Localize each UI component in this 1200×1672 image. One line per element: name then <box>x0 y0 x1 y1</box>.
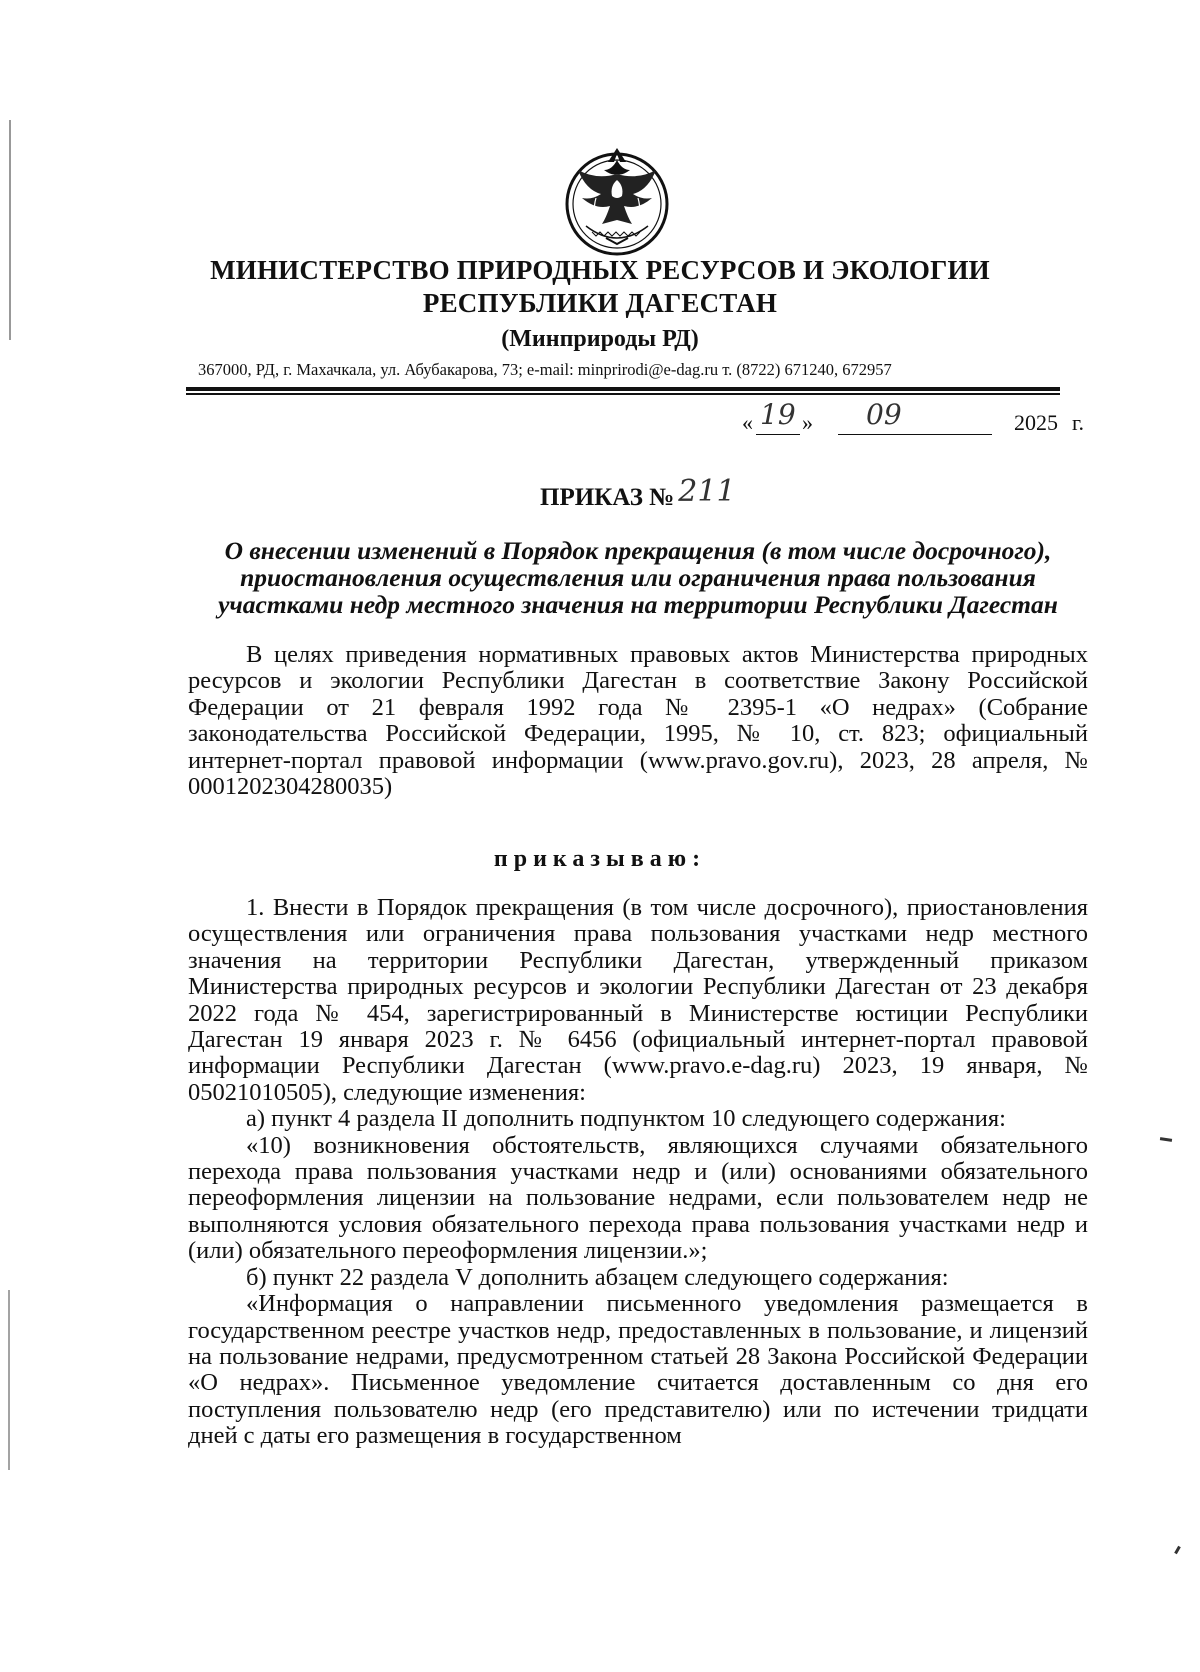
preamble <box>188 642 1088 800</box>
date-year-suffix: г. <box>1072 410 1085 435</box>
date-day-handwritten: 19 <box>760 398 796 431</box>
ministry-name-line2: РЕСПУБЛИКИ ДАГЕСТАН <box>422 288 778 318</box>
subject-line3: участками недр местного значения на территории Республики Дагестан <box>218 590 1058 619</box>
date-year: 2025 <box>1014 410 1058 435</box>
month-underline <box>838 434 992 435</box>
scan-speck <box>1160 1137 1172 1142</box>
header-rule-thick <box>186 387 1060 391</box>
scan-margin-line-lower <box>8 1290 10 1470</box>
ministry-name-line1: МИНИСТЕРСТВО ПРИРОДНЫХ РЕСУРСОВ И ЭКОЛОГИИ <box>210 255 990 285</box>
order-title <box>540 474 736 513</box>
day-underline <box>756 434 800 435</box>
order-body <box>188 895 1088 1450</box>
order-number-handwritten: 211 <box>678 474 736 509</box>
subject-line2: приостановления осуществления или ограничения права пользования <box>240 563 1036 592</box>
paragraph-quote-info: «Информация о направлении письменного уведомления размещается в государственном реестре участков недр, предоставленных в пользование, и лицензий на пользование недрами, предусмотренном статьей 28 Закона Российской Федерации «О недрах». Письменное уведомление считается доставленным со дня его поступления пользователю недр (его представителю) или по истечении тридцати дней с даты его размещения в государственном <box>188 1290 1088 1450</box>
paragraph-quote-10: «10) возникновения обстоятельств, являющихся случаями обязательного перехода права пользования участками недр и (или) основаниями обязательного переоформления лицензии на пользование недрами, если пользователем недр не выполняются условия обязательного перехода права пользования участками недр и (или) обязательного переоформления лицензии.»; <box>188 1131 1088 1265</box>
date-open-quote: « <box>742 410 753 435</box>
paragraph-sub-b: б) пункт 22 раздела V дополнить абзацем следующего содержания: <box>246 1263 949 1291</box>
paragraph-sub-a: а) пункт 4 раздела II дополнить подпунктом 10 следующего содержания: <box>246 1105 1006 1133</box>
ministry-abbreviation: (Минприроды РД) <box>501 326 699 352</box>
contact-address-line: 367000, РД, г. Махачкала, ул. Абубакарова, 73; e-mail: minprirodi@e-dag.ru т. (8722) 671240, 672957 <box>198 360 892 379</box>
header-rule-thin <box>186 393 1060 395</box>
scan-speck <box>1174 1546 1181 1554</box>
date-close-quote: » <box>802 410 813 435</box>
subject-line1: О внесении изменений в Порядок прекращения (в том числе досрочного), <box>224 536 1052 565</box>
coat-of-arms-icon <box>556 140 678 260</box>
date-month-handwritten: 09 <box>866 398 902 431</box>
paragraph-item-1: 1. Внести в Порядок прекращения (в том числе досрочного), приостановления осуществления или ограничения права пользования участками недр местного значения на территории Республики Дагестан, утвержденный приказом Министерства природных ресурсов и экологии Республики Дагестан от 23 декабря 2022 года № 454, зарегистрированный в Министерстве юстиции Республики Дагестан 19 января 2023 г. № 6456 (официальный интернет-портал правовой информации Республики Дагестан (www.pravo.e-dag.ru) 2023, 19 января, № 05021010505), следующие изменения: <box>188 894 1088 1106</box>
order-title-label: ПРИКАЗ № <box>540 484 675 511</box>
order-date <box>742 398 1085 440</box>
preamble-text: В целях приведения нормативных правовых актов Министерства природных ресурсов и экологии Республики Дагестан в соответствие Закону Российской Федерации от 21 февраля 1992 года № 2395-1 «О недрах» (Собрание законодательства Российской Федерации, 1995, № 10, ст. 823; официальный интернет-портал правовой информации (www.pravo.gov.ru), 2023, 28 апреля, № 0001202304280035) <box>188 641 1088 801</box>
decree-word: приказываю: <box>493 846 707 872</box>
